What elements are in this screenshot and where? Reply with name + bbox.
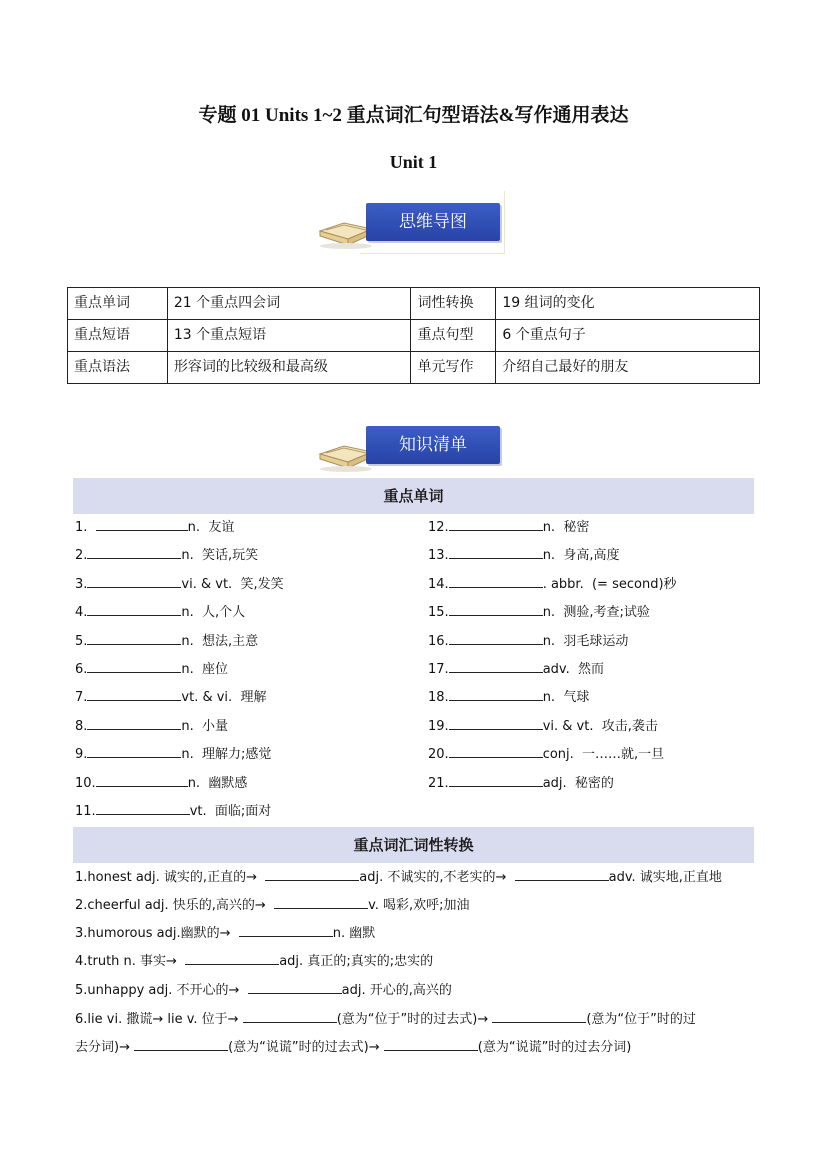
- conversion-text: adj. 不诚实的,不老实的→: [359, 870, 507, 885]
- word-meaning: 面临;面对: [214, 803, 272, 819]
- answer-blank[interactable]: [449, 544, 543, 559]
- page-title: 专题 01 Units 1~2 重点词汇句型语法&写作通用表达: [198, 105, 629, 126]
- list-item: [428, 686, 758, 706]
- conversion-text: 6.lie vi. 撒谎→ lie v. 位于→: [75, 1012, 239, 1027]
- table-cell: 重点句型: [411, 320, 496, 352]
- answer-blank[interactable]: [96, 800, 190, 815]
- word-meaning: 羽毛球运动: [563, 633, 629, 649]
- item-number: 7.: [75, 690, 88, 706]
- conversion-text: v. 喝彩,欢呼;加油: [368, 898, 470, 913]
- answer-blank[interactable]: [449, 686, 543, 701]
- item-number: 13.: [428, 548, 449, 564]
- table-cell: 19 组词的变化: [496, 288, 760, 320]
- part-of-speech: n.: [542, 633, 556, 649]
- list-item: [428, 743, 758, 763]
- conversion-text: adv. 诚实地,正直地: [608, 870, 722, 885]
- word-meaning: 幽默感: [208, 775, 248, 791]
- list-item: [428, 516, 758, 536]
- word-meaning: 秘密的: [574, 775, 614, 791]
- conversion-text: (意为“位于”时的过去式)→: [336, 1012, 489, 1027]
- answer-blank[interactable]: [449, 715, 543, 730]
- part-of-speech: n.: [181, 548, 194, 564]
- word-meaning: 攻击,袭击: [601, 718, 658, 734]
- word-meaning: 座位: [202, 661, 229, 677]
- table-row: [68, 320, 760, 352]
- item-number: 8.: [75, 718, 88, 734]
- word-meaning: 然而: [578, 661, 605, 677]
- list-item: [75, 658, 405, 678]
- conversion-text: 1.honest adj. 诚实的,正直的→: [75, 870, 257, 885]
- conversion-text: adj. 开心的,高兴的: [341, 983, 452, 998]
- list-item: [75, 601, 405, 621]
- list-item: [75, 743, 405, 763]
- answer-blank[interactable]: [87, 630, 181, 645]
- mindmap-badge: [316, 187, 506, 257]
- item-number: 16.: [428, 633, 449, 649]
- answer-blank[interactable]: [87, 743, 181, 758]
- conversion-text: 3.humorous adj.幽默的→: [75, 926, 231, 941]
- list-item: [428, 772, 758, 792]
- part-of-speech: n.: [181, 661, 194, 677]
- part-of-speech: n.: [181, 718, 194, 734]
- table-cell: 21 个重点四会词: [167, 288, 411, 320]
- word-meaning: 理解力;感觉: [202, 747, 272, 763]
- part-of-speech: n.: [542, 520, 556, 535]
- item-number: 15.: [428, 605, 449, 621]
- answer-blank[interactable]: [134, 1036, 228, 1051]
- word-meaning: 理解: [240, 690, 267, 706]
- answer-blank[interactable]: [239, 922, 333, 937]
- conversion-text: 5.unhappy adj. 不开心的→: [75, 983, 240, 998]
- item-number: 19.: [428, 718, 449, 734]
- conversion-text: 2.cheerful adj. 快乐的,高兴的→: [75, 898, 266, 913]
- list-item: [428, 630, 758, 650]
- word-meaning: 一……就,一旦: [582, 747, 665, 763]
- conversion-text: (意为“说谎”时的过去式)→: [228, 1040, 380, 1055]
- answer-blank[interactable]: [248, 979, 342, 994]
- list-item: [428, 601, 758, 621]
- list-item: [428, 544, 758, 564]
- part-of-speech: n.: [181, 633, 194, 649]
- table-cell: 词性转换: [411, 288, 496, 320]
- part-of-speech: vi. & vt.: [542, 718, 594, 734]
- table-cell: 重点单词: [68, 288, 168, 320]
- answer-blank[interactable]: [449, 658, 543, 673]
- word-meaning: 气球: [563, 690, 590, 706]
- overview-table: [67, 287, 760, 384]
- item-number: 12.: [428, 520, 449, 535]
- item-number: 5.: [75, 633, 88, 649]
- item-number: 2.: [75, 548, 88, 564]
- conversion-text: (意为“位于”时的过: [586, 1012, 696, 1027]
- item-number: 18.: [428, 690, 449, 706]
- word-meaning: 笑,发笑: [240, 576, 284, 592]
- part-of-speech: n.: [181, 747, 194, 763]
- mindmap-badge-label: 思维导图: [366, 203, 500, 241]
- part-of-speech: adj.: [542, 775, 567, 791]
- list-item: [428, 573, 758, 593]
- word-meaning: 身高,高度: [563, 548, 620, 564]
- section-key-words: 重点单词: [73, 478, 754, 514]
- item-number: 20.: [428, 747, 449, 763]
- conversion-text: adj. 真正的;真实的;忠实的: [279, 954, 434, 969]
- part-of-speech: vt. & vi.: [181, 690, 233, 706]
- answer-blank[interactable]: [515, 866, 609, 881]
- list-item: [75, 686, 405, 706]
- item-number: 10.: [75, 775, 96, 791]
- part-of-speech: n.: [542, 690, 556, 706]
- part-of-speech: n.: [187, 775, 201, 791]
- answer-blank[interactable]: [449, 573, 543, 588]
- knowledge-badge: [316, 410, 506, 480]
- word-meaning: 秘密: [563, 520, 590, 535]
- answer-blank[interactable]: [449, 630, 543, 645]
- item-number: 14.: [428, 576, 449, 592]
- table-cell: 单元写作: [411, 352, 496, 384]
- part-of-speech: n.: [187, 520, 201, 535]
- answer-blank[interactable]: [265, 866, 359, 881]
- list-item: [75, 800, 405, 820]
- answer-blank[interactable]: [87, 686, 181, 701]
- list-item: [75, 573, 405, 593]
- word-meaning: 小量: [202, 718, 229, 734]
- word-meaning: 想法,主意: [202, 633, 259, 649]
- answer-blank[interactable]: [96, 772, 188, 787]
- table-cell: 形容词的比较级和最高级: [167, 352, 411, 384]
- answer-blank[interactable]: [87, 573, 181, 588]
- answer-blank[interactable]: [243, 1008, 337, 1023]
- conversion-item-4: [75, 950, 765, 972]
- item-number: 9.: [75, 747, 88, 763]
- table-cell: 6 个重点句子: [496, 320, 760, 352]
- section-word-conversion: 重点词汇词性转换: [73, 827, 754, 863]
- item-number: 3.: [75, 576, 88, 592]
- part-of-speech: adv.: [542, 661, 570, 677]
- table-cell: 介绍自己最好的朋友: [496, 352, 760, 384]
- conversion-item-2: [75, 894, 765, 916]
- word-meaning: (= second)秒: [591, 576, 677, 592]
- list-item: [75, 516, 405, 536]
- part-of-speech: . abbr.: [542, 576, 584, 592]
- word-meaning: 测验,考查;试验: [563, 605, 650, 621]
- words-list-right: [428, 516, 758, 792]
- list-item: [428, 715, 758, 735]
- word-meaning: 友谊: [208, 520, 235, 535]
- item-number: 21.: [428, 775, 449, 791]
- part-of-speech: n.: [181, 605, 194, 621]
- conversion-item-3: [75, 922, 765, 944]
- answer-blank[interactable]: [274, 894, 368, 909]
- conversion-item-6-cont: [75, 1036, 765, 1058]
- conversion-text: 4.truth n. 事实→: [75, 954, 177, 969]
- answer-blank[interactable]: [87, 658, 181, 673]
- answer-blank[interactable]: [185, 950, 279, 965]
- conversion-text: (意为“说谎”时的过去分词): [477, 1040, 632, 1055]
- list-item: [428, 658, 758, 678]
- table-cell: 重点短语: [68, 320, 168, 352]
- knowledge-badge-label: 知识清单: [366, 426, 500, 464]
- answer-blank[interactable]: [449, 516, 543, 531]
- conversion-text: 去分词)→: [75, 1040, 130, 1055]
- words-list-left: [75, 516, 405, 820]
- item-number: 11.: [75, 803, 96, 819]
- table-row: [68, 352, 760, 384]
- conversion-item-5: [75, 979, 765, 1001]
- answer-blank[interactable]: [449, 772, 543, 787]
- conversion-text: n. 幽默: [332, 926, 376, 941]
- part-of-speech: n.: [542, 548, 556, 564]
- answer-blank[interactable]: [96, 516, 188, 531]
- part-of-speech: n.: [542, 605, 556, 621]
- table-cell: 重点语法: [68, 352, 168, 384]
- answer-blank[interactable]: [384, 1036, 478, 1051]
- table-cell: 13 个重点短语: [167, 320, 411, 352]
- word-meaning: 人,个人: [202, 605, 246, 621]
- item-number: 4.: [75, 605, 88, 621]
- conversion-item-6: [75, 1008, 765, 1030]
- answer-blank[interactable]: [449, 743, 543, 758]
- table-row: [68, 288, 760, 320]
- part-of-speech: vi. & vt.: [181, 576, 233, 592]
- list-item: [75, 715, 405, 735]
- part-of-speech: vt.: [189, 803, 207, 819]
- part-of-speech: conj.: [542, 747, 574, 763]
- answer-blank[interactable]: [449, 601, 543, 616]
- answer-blank[interactable]: [492, 1008, 586, 1023]
- item-number: 17.: [428, 661, 449, 677]
- answer-blank[interactable]: [87, 601, 181, 616]
- answer-blank[interactable]: [87, 544, 181, 559]
- list-item: [75, 544, 405, 564]
- conversion-item-1: [75, 866, 765, 888]
- list-item: [75, 630, 405, 650]
- item-number: 1.: [75, 520, 88, 535]
- item-number: 6.: [75, 661, 88, 677]
- word-meaning: 笑话,玩笑: [202, 548, 259, 564]
- list-item: [75, 772, 405, 792]
- unit-heading: Unit 1: [389, 152, 438, 172]
- answer-blank[interactable]: [87, 715, 181, 730]
